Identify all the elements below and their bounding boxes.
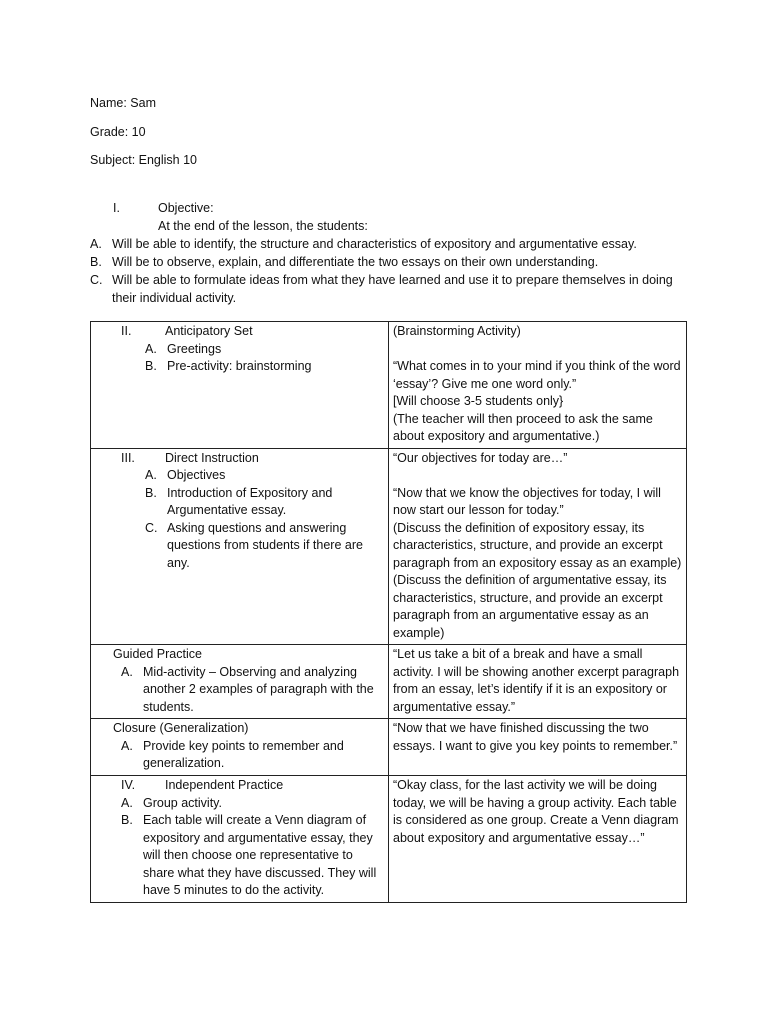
- cell-paragraph: “Our objectives for today are…”: [393, 450, 568, 465]
- objective-item: [90, 271, 683, 307]
- objective-roman: I.: [113, 201, 120, 215]
- objective-title: Objective:: [158, 201, 214, 215]
- independent-right-cell: [389, 776, 687, 903]
- list-item-letter: A.: [121, 738, 133, 753]
- table-row-direct-instruction: [91, 448, 687, 645]
- cell-paragraph: (Discuss the definition of expository essay, its characteristics, structure, and provide an excerpt paragraph from an expository essay as an example): [393, 520, 682, 570]
- list-item-letter: C.: [145, 520, 158, 535]
- cell-spacer: [393, 467, 682, 485]
- cell-paragraph: (The teacher will then proceed to ask the same about expository and argumentative.): [393, 411, 653, 443]
- list-item-letter: A.: [121, 664, 133, 679]
- list-item-letter: B.: [145, 359, 157, 373]
- cell-paragraph: (Discuss the definition of argumentative essay, its characteristics, structure, and provide an excerpt paragraph from an argumentative essay as an example): [393, 573, 667, 640]
- independent-title: Independent Practice: [165, 778, 284, 792]
- list-item-text: Greetings: [167, 341, 222, 356]
- student-grade: Grade: 10: [90, 125, 146, 139]
- anticipatory-left-cell: [91, 322, 389, 449]
- guided-title: Guided Practice: [113, 647, 202, 661]
- objective-item-letter: A.: [90, 237, 102, 251]
- table-row-closure: [91, 719, 687, 776]
- list-item-text: Group activity.: [143, 795, 222, 810]
- direct-right-cell: [389, 448, 687, 645]
- objective-item-letter: C.: [90, 273, 103, 287]
- list-item: [95, 520, 384, 573]
- objective-item-text: Will be able to formulate ideas from what they have learned and use it to prepare themselves in doing their individual activity.: [112, 273, 673, 305]
- objective-item: [90, 253, 683, 271]
- list-item: [95, 795, 384, 813]
- list-item: [95, 358, 384, 376]
- list-item: [95, 738, 384, 773]
- guided-left-cell: [91, 645, 389, 719]
- list-item: [95, 341, 384, 359]
- list-item-text: Asking questions and answering questions from students if there are any.: [167, 520, 363, 570]
- cell-paragraph: “Now that we know the objectives for today, I will now start our lesson for today.”: [393, 485, 661, 517]
- objective-item: [90, 235, 683, 253]
- list-item: [95, 485, 384, 520]
- cell-spacer: [393, 341, 682, 359]
- cell-paragraph: “Let us take a bit of a break and have a small activity. I will be showing another excerpt paragraph from an essay, let’s identify if it is an expository or argumentative essay.”: [393, 647, 680, 714]
- cell-paragraph: “Now that we have finished discussing the two essays. I want to give you key points to remember.”: [393, 721, 678, 753]
- list-item-text: Objectives: [167, 468, 226, 482]
- list-item-letter: B.: [121, 813, 133, 827]
- student-name: Name: Sam: [90, 96, 156, 110]
- list-item-text: Introduction of Expository and Argumentative essay.: [167, 485, 333, 517]
- cell-paragraph: “Okay class, for the last activity we will be doing today, we will be having a group activity. Each table is considered as one group. Create a Venn diagram about expository and argumentative essay…”: [393, 778, 679, 845]
- guided-right-cell: [389, 645, 687, 719]
- list-item: [95, 467, 384, 485]
- closure-left-cell: [91, 719, 389, 776]
- closure-title: Closure (Generalization): [113, 721, 249, 735]
- lesson-plan-table: [90, 321, 687, 903]
- table-row-guided-practice: [91, 645, 687, 719]
- direct-roman: III.: [121, 450, 135, 465]
- student-subject: Subject: English 10: [90, 153, 198, 167]
- anticipatory-title: Anticipatory Set: [165, 324, 253, 338]
- list-item-letter: A.: [145, 341, 157, 356]
- cell-paragraph: “What comes in to your mind if you think of the word ‘essay’? Give me one word only.”: [393, 359, 681, 391]
- objective-item-text: Will be to observe, explain, and differentiate the two essays on their own understanding.: [112, 255, 599, 269]
- list-item-text: Provide key points to remember and generalization.: [143, 738, 344, 770]
- independent-left-cell: [91, 776, 389, 903]
- objective-item-letter: B.: [90, 255, 102, 269]
- cell-paragraph: (Brainstorming Activity): [393, 324, 521, 338]
- objective-section: [90, 199, 683, 307]
- anticipatory-roman: II.: [121, 324, 132, 338]
- objective-intro: At the end of the lesson, the students:: [158, 219, 368, 233]
- direct-left-cell: [91, 448, 389, 645]
- table-row-anticipatory: [91, 322, 687, 449]
- cell-paragraph: [Will choose 3-5 students only}: [393, 394, 564, 408]
- list-item-letter: A.: [121, 795, 133, 810]
- closure-right-cell: [389, 719, 687, 776]
- list-item: [95, 812, 384, 900]
- anticipatory-right-cell: [389, 322, 687, 449]
- objective-item-text: Will be able to identify, the structure and characteristics of expository and argumentative essay.: [112, 237, 637, 251]
- list-item-text: Each table will create a Venn diagram of expository and argumentative essay, they will then choose one representative to share what they have discussed. They will have 5 minutes to do the activity.: [143, 813, 377, 897]
- list-item-letter: A.: [145, 468, 157, 482]
- list-item-text: Pre-activity: brainstorming: [167, 359, 312, 373]
- list-item-letter: B.: [145, 485, 157, 500]
- direct-title: Direct Instruction: [165, 450, 259, 465]
- independent-roman: IV.: [121, 778, 136, 792]
- list-item-text: Mid-activity – Observing and analyzing another 2 examples of paragraph with the students.: [143, 664, 374, 714]
- table-row-independent-practice: [91, 776, 687, 903]
- list-item: [95, 664, 384, 717]
